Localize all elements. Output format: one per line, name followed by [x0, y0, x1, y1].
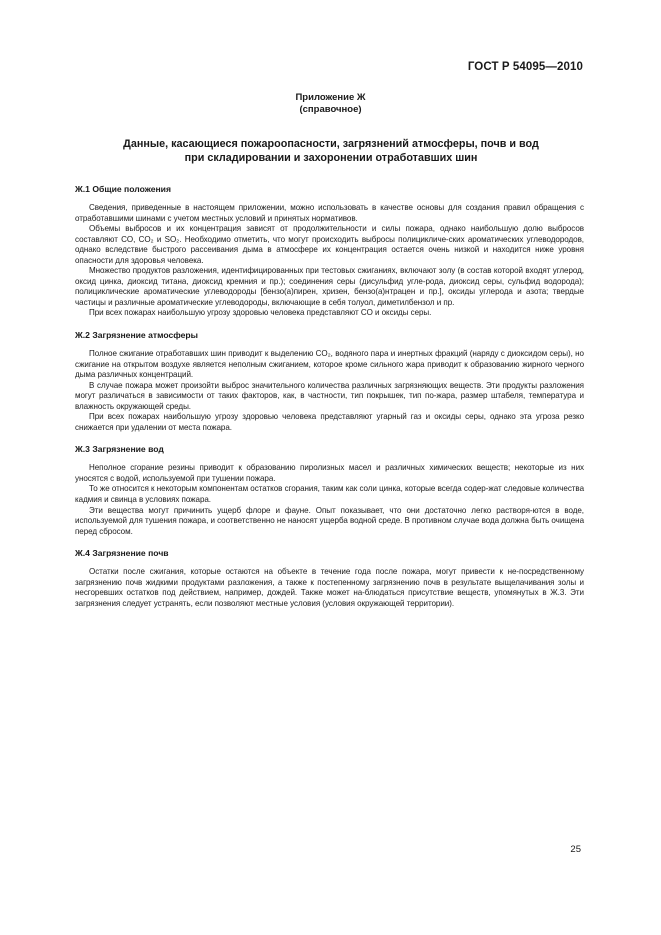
section-heading: Ж.3 Загрязнение вод	[75, 444, 164, 455]
title-line-1: Данные, касающиеся пожароопасности, загрязнений атмосферы, почв и вод	[123, 138, 539, 150]
paragraph: При всех пожарах наибольшую угрозу здоровью человека представляют угарный газ и оксиды серы, однако эта угроза резко снижается при удалении от места пожара.	[75, 412, 584, 432]
document-body	[75, 184, 584, 609]
paragraph: Остатки после сжигания, которые остаются на объекте в течение года после пожара, могут привести к не-посредственному загрязнению почв жидкими продуктами разложения, а также к постепенному загрязнению почв в результате выщелачивания золы и несгоревших остатков под действием, например, дождей. Также может на-блюдаться присутствие веществ, упомянутых в Ж.3. Эти загрязнения следует устранять, если позволяют местные условия (условия окружающей территории).	[75, 567, 584, 608]
section-heading: Ж.1 Общие положения	[75, 184, 171, 194]
paragraph: Неполное сгорание резины приводит к образованию пиролизных масел и различных химических веществ; некоторые из них уносятся с водой, используемой при тушении пожара.	[75, 463, 584, 483]
appendix-heading	[0, 92, 661, 116]
appendix-title	[75, 137, 587, 165]
appendix-label: Приложение Ж	[295, 92, 366, 103]
page-number: 25	[570, 844, 581, 855]
standard-number: ГОСТ Р 54095—2010	[467, 61, 583, 73]
section-heading: Ж.2 Загрязнение атмосферы	[75, 330, 199, 341]
paragraph: Множество продуктов разложения, идентифицированных при тестовых сжиганиях, включают золу (в состав которой входят углерод, оксид цинка, диоксид титана, диоксид кремния и пр.); соединения серы (дисульфид угле-рода, диоксид серы, сульфид водорода); полициклические ароматические углеводороды [бензо(а)пирен, хризен, бензо(а)нтрацен и пр.], оксиды углерода и азота; твердые частицы и различные ароматические углеводороды, включающие в себя толуол, диметилбензол и пр.	[75, 266, 584, 307]
paragraph: То же относится к некоторым компонентам остатков сгорания, таким как соли цинка, которые всегда содер-жат следовые количества кадмия и свинца в условиях пожара.	[75, 484, 584, 505]
appendix-note: (справочное)	[299, 104, 362, 115]
section-heading: Ж.4 Загрязнение почв	[75, 548, 169, 559]
paragraph: Полное сжигание отработавших шин приводит к выделению CO₂, водяного пара и инертных фракций (наряду с диоксидом серы), но сжигание на открытом воздухе является неполным сжиганием, которое кроме сильного жара приводит к образованию жирного черного дыма различных концентраций.	[75, 349, 584, 380]
paragraph: В случае пожара может произойти выброс значительного количества различных загрязняющих веществ. Эти продукты разложения могут различаться в зависимости от таких факторов, как, в частности, тип покрышек, тип по-жара, размер штабеля, температура и влажность окружающей среды.	[75, 380, 584, 411]
title-line-2: при складировании и захоронении отработавших шин	[184, 152, 478, 164]
paragraph: При всех пожарах наибольшую угрозу здоровью человека представляют CO и оксиды серы.	[89, 308, 432, 318]
paragraph: Эти вещества могут причинить ущерб флоре и фауне. Опыт показывает, что они достаточно легко растворя-ются в воде, используемой для тушения пожара, и соответственно не наносят ущерба водной среде. В противном случае вода должна быть очищена перед сбросом.	[75, 505, 584, 536]
paragraph: Объемы выбросов и их концентрация зависят от продолжительности и силы пожара, однако наибольшую долю выбросов составляют CO, CO₂ и SO₂. Необходимо отметить, что могут происходить выбросы полицикличе-ских ароматических углеводородов, однако вследствие быстрого рассеивания дыма в атмосфере их концентрация остается очень низкой и находится ниже уровня опасности для здоровья человека.	[75, 224, 584, 265]
paragraph: Сведения, приведенные в настоящем приложении, можно использовать в качестве основы для создания правил обращения с отработавшими шинами с учетом местных условий и принятых нормативов.	[75, 203, 584, 223]
